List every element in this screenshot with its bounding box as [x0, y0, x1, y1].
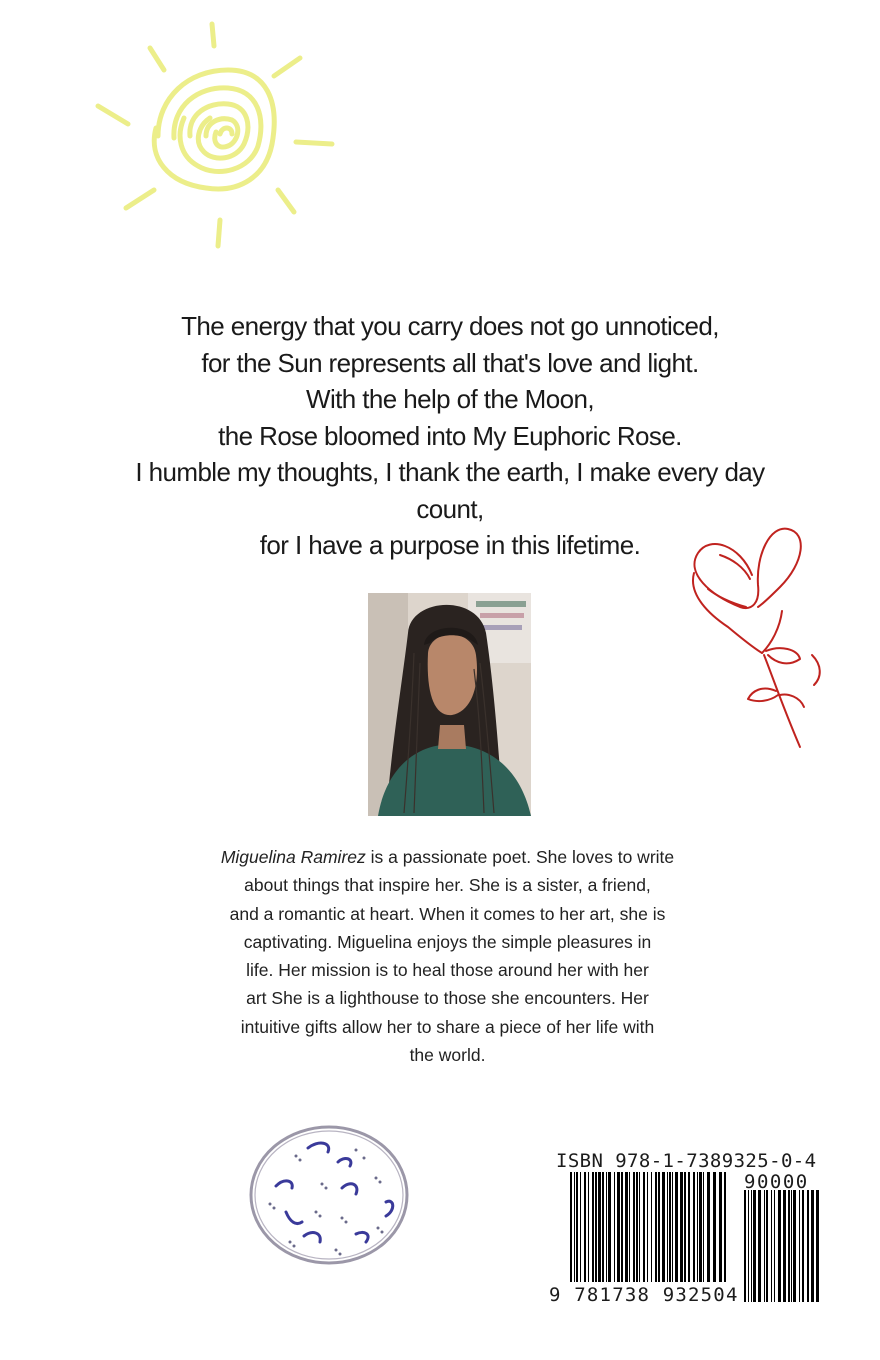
barcode-bar	[713, 1172, 716, 1282]
barcode-bar	[588, 1172, 589, 1282]
bio-line: Miguelina Ramirez is a passionate poet. She loves to write	[220, 847, 675, 867]
barcode-bar	[608, 1172, 611, 1282]
barcode-bar	[753, 1190, 756, 1302]
bio-line: captivating. Miguelina enjoys the simple pleasures in	[243, 931, 652, 952]
barcode-bar	[655, 1172, 657, 1282]
barcode-bar	[633, 1172, 635, 1282]
bio-line: about things that inspire her. She is a sister, a friend,	[244, 875, 651, 896]
barcode-bar	[595, 1172, 597, 1282]
barcode-bar	[574, 1172, 575, 1282]
barcode-bar	[672, 1172, 673, 1282]
barcode-bar	[651, 1172, 652, 1282]
poem-line: count,	[416, 493, 484, 524]
barcode-bar	[580, 1172, 581, 1282]
barcode-bar	[719, 1172, 722, 1282]
barcode-bar	[675, 1172, 678, 1282]
isbn-label: ISBN 978-1-7389325-0-4	[556, 1150, 817, 1172]
barcode-bar	[699, 1172, 702, 1282]
barcode-bar	[625, 1172, 628, 1282]
barcode-bar	[788, 1190, 790, 1302]
barcode-bar	[643, 1172, 645, 1282]
barcode-bar	[793, 1190, 796, 1302]
barcode-bar	[629, 1172, 630, 1282]
price-code: 90000	[744, 1171, 809, 1193]
bio-line: art She is a lighthouse to those she encounters. Her	[246, 988, 649, 1009]
author-name: Miguelina Ramirez	[220, 847, 366, 867]
barcode-bar	[636, 1172, 638, 1282]
barcode-bar	[680, 1172, 683, 1282]
barcode-bar	[703, 1172, 704, 1282]
barcode-bar	[576, 1172, 578, 1282]
barcode-bar	[751, 1190, 752, 1302]
barcode-bar	[766, 1190, 768, 1302]
poem-line: I humble my thoughts, I thank the earth, I make every day	[135, 457, 765, 487]
barcode-bar	[774, 1190, 775, 1302]
barcode-bar	[783, 1190, 786, 1302]
barcode-bar	[614, 1172, 615, 1282]
barcode-bar	[811, 1190, 814, 1302]
barcode-bar	[807, 1190, 809, 1302]
author-photo	[368, 593, 531, 816]
poem-line: for I have a purpose in this lifetime.	[259, 530, 641, 560]
bio-line: intuitive gifts allow her to share a piece of her life with	[240, 1016, 655, 1037]
barcode-bar	[693, 1172, 695, 1282]
barcode-bar	[758, 1190, 761, 1302]
poem-line: the Rose bloomed into My Euphoric Rose.	[218, 420, 682, 451]
barcode-bar	[799, 1190, 800, 1302]
barcode-bar	[748, 1190, 749, 1302]
barcode-bar	[778, 1190, 781, 1302]
barcode-bar	[647, 1172, 648, 1282]
barcode-bar	[707, 1172, 710, 1282]
barcode-bar	[584, 1172, 586, 1282]
author-bio	[205, 843, 690, 1069]
barcode-bar	[697, 1172, 698, 1282]
bio-line: and a romantic at heart. When it comes to her art, she is	[229, 903, 666, 924]
barcode-bar	[658, 1172, 660, 1282]
barcode-bar	[592, 1172, 594, 1282]
barcode-bar	[669, 1172, 671, 1282]
poem-line: for the Sun represents all that's love and light.	[201, 347, 699, 378]
barcode-bar	[688, 1172, 690, 1282]
barcode-bar	[744, 1190, 746, 1302]
barcode-bar	[602, 1172, 604, 1282]
barcode-bar	[802, 1190, 804, 1302]
barcode-bar	[617, 1172, 620, 1282]
barcode-bar	[771, 1190, 772, 1302]
sun-icon	[88, 18, 348, 258]
barcode-bar	[724, 1172, 726, 1282]
barcode-bar	[791, 1190, 792, 1302]
poem-line: The energy that you carry does not go unnoticed,	[181, 311, 719, 341]
barcode-bar	[816, 1190, 819, 1302]
barcode-bar	[639, 1172, 640, 1282]
barcode-bar	[662, 1172, 665, 1282]
barcode-bar	[621, 1172, 623, 1282]
barcode-bar	[598, 1172, 601, 1282]
bio-line: the world.	[409, 1045, 486, 1066]
rose-icon	[680, 515, 840, 760]
barcode-bar	[684, 1172, 686, 1282]
poem-line: With the help of the Moon,	[306, 384, 594, 414]
bio-line: life. Her mission is to heal those around her with her	[246, 960, 649, 981]
barcode-bar	[606, 1172, 607, 1282]
barcode-bar	[667, 1172, 668, 1282]
barcode-bar	[570, 1172, 572, 1282]
ean-digits: 9 781738 932504	[549, 1284, 739, 1306]
barcode-bar	[764, 1190, 765, 1302]
moon-icon	[246, 1122, 412, 1268]
